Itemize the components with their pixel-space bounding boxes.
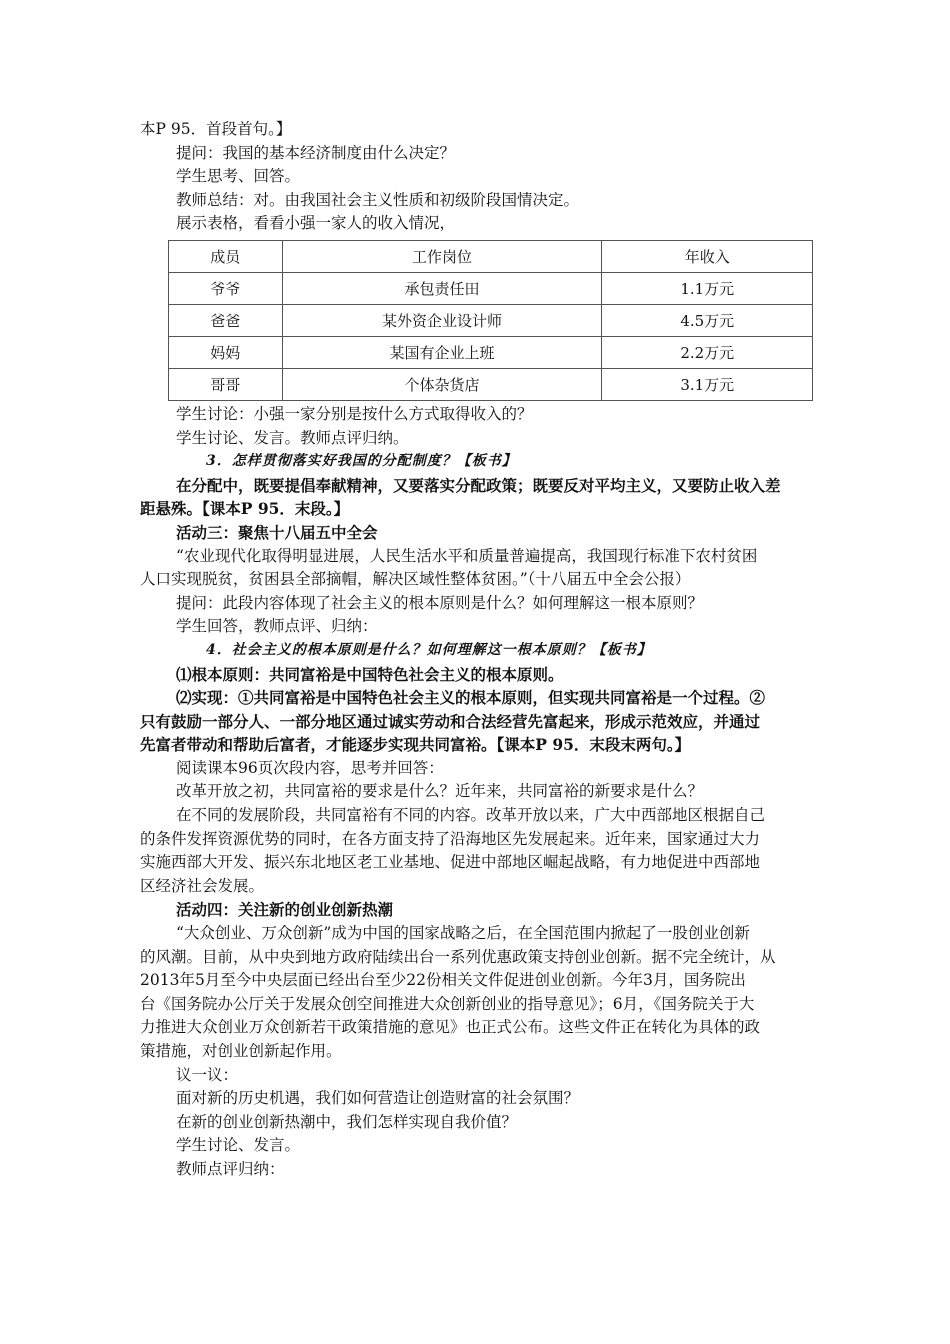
text-line: 的条件发挥资源优势的同时，在各方面支持了沿海地区先发展起来。近年来，国家通过大力 xyxy=(140,829,761,848)
text-span: 距悬殊。 xyxy=(140,499,203,519)
text-line: 在新的创业创新热潮中，我们怎样实现自我价值？ xyxy=(176,1112,518,1131)
table-header-row xyxy=(169,240,813,272)
text-line: 本P 95．首段首句。】 xyxy=(140,120,292,138)
text-line: “农业现代化取得明显进展，人民生活水平和质量普遍提高，我国现行标准下农村贫困 xyxy=(176,546,758,565)
text-line: 在不同的发展阶段，共同富裕有不同的内容。改革开放以来，广大中西部地区根据自己 xyxy=(176,806,766,825)
text-line: 只有鼓励一部分人、一部分地区通过诚实劳动和合法经营先富起来，形成示范效应，并通过 xyxy=(140,711,761,731)
table-row xyxy=(169,304,813,336)
text-span: 先富者带动和帮助后富者，才能逐步实现共同富裕。 xyxy=(140,735,497,755)
text-line xyxy=(140,733,810,757)
table-header: 工作岗位 xyxy=(282,240,602,272)
text-line: 台《国务院办公厅关于发展众创空间推进大众创新创业的指导意见》；6月，《国务院关于大 xyxy=(140,994,755,1013)
text-line: 的风潮。目前，从中央到地方政府陆续出台一系列优惠政策支持创业创新。据不完全统计，从 xyxy=(140,947,776,966)
text-line: 学生讨论、发言。 xyxy=(176,1136,301,1155)
document-page xyxy=(140,118,810,1182)
text-line: 提问：我国的基本经济制度由什么决定？ xyxy=(176,143,456,162)
table-cell: 1.1万元 xyxy=(602,272,813,304)
text-line: 实施西部大开发、振兴东北地区老工业基地、促进中部地区崛起战略，有力地促进中西部地 xyxy=(140,853,761,872)
text-line: 学生思考、回答。 xyxy=(176,167,301,186)
text-line: 在分配中，既要提倡奉献精神，又要落实分配政策；既要反对平均主义，又要防止收入差 xyxy=(176,475,781,495)
text-line: 2013年5月至今中央层面已经出台至少22份相关文件促进创业创新。今年3月，国务院出 xyxy=(140,971,746,990)
text-line: 教师总结：对。由我国社会主义性质和初级阶段国情决定。 xyxy=(176,190,580,209)
table-cell: 2.2万元 xyxy=(602,336,813,368)
blackboard-heading: 4．社会主义的根本原则是什么？如何理解这一根本原则？【板书】 xyxy=(206,641,652,658)
table-cell: 某国有企业上班 xyxy=(282,336,602,368)
text-line: 学生讨论：小强一家分别是按什么方式取得收入的？ xyxy=(176,404,533,423)
text-line: 力推进大众创业万众创新若干政策措施的意见》也正式公布。这些文件正在转化为具体的政 xyxy=(140,1018,761,1037)
blackboard-heading: 3．怎样贯彻落实好我国的分配制度？【板书】 xyxy=(206,453,517,470)
table-row xyxy=(169,272,813,304)
table-cell: 承包责任田 xyxy=(282,272,602,304)
text-line: 教师点评归纳： xyxy=(176,1159,285,1178)
activity-heading: 活动三：聚焦十八届五中全会 xyxy=(176,522,378,542)
text-line: ⑵实现：①共同富裕是中国特色社会主义的根本原则，但实现共同富裕是一个过程。② xyxy=(176,688,766,708)
text-line: 策措施，对创业创新起作用。 xyxy=(140,1042,342,1060)
text-line: 区经济社会发展。 xyxy=(140,876,265,895)
table-cell: 某外资企业设计师 xyxy=(282,304,602,336)
table-cell: 3.1万元 xyxy=(602,368,813,400)
activity-heading: 活动四：关注新的创业创新热潮 xyxy=(176,900,394,920)
table-cell: 哥哥 xyxy=(169,368,283,400)
table-cell: 个体杂货店 xyxy=(282,368,602,400)
text-line: 面对新的历史机遇，我们如何营造让创造财富的社会氛围？ xyxy=(176,1089,580,1108)
text-line: 提问：此段内容体现了社会主义的根本原则是什么？如何理解这一根本原则？ xyxy=(176,593,704,612)
table-cell: 妈妈 xyxy=(169,336,283,368)
text-span: 【课本P 95．末段。】 xyxy=(202,499,350,519)
table-cell: 爷爷 xyxy=(169,272,283,304)
text-line: “大众创业、万众创新”成为中国的国家战略之后，在全国范围内掀起了一股创业创新 xyxy=(176,924,750,943)
table-cell: 爸爸 xyxy=(169,304,283,336)
income-table xyxy=(168,240,813,401)
table-header: 年收入 xyxy=(602,240,813,272)
text-line: ⑴根本原则：共同富裕是中国特色社会主义的根本原则。 xyxy=(176,664,564,684)
text-line: 人口实现脱贫，贫困县全部摘帽，解决区域性整体贫困。”（十八届五中全会公报） xyxy=(140,570,691,589)
table-row xyxy=(169,336,813,368)
table-row xyxy=(169,368,813,400)
table-cell: 4.5万元 xyxy=(602,304,813,336)
text-line: 学生讨论、发言。教师点评归纳。 xyxy=(176,428,409,447)
text-line: 议一议： xyxy=(176,1065,239,1084)
text-span: 【课本P 95．末段末两句。】 xyxy=(496,735,691,755)
table-header: 成员 xyxy=(169,240,283,272)
text-line xyxy=(140,497,810,521)
text-line: 展示表格，看看小强一家人的收入情况， xyxy=(176,214,456,233)
text-line: 改革开放之初，共同富裕的要求是什么？近年来，共同富裕的新要求是什么？ xyxy=(176,782,704,801)
text-line: 阅读课本96页次段内容，思考并回答： xyxy=(176,758,444,777)
text-line: 学生回答，教师点评、归纳： xyxy=(176,617,378,636)
